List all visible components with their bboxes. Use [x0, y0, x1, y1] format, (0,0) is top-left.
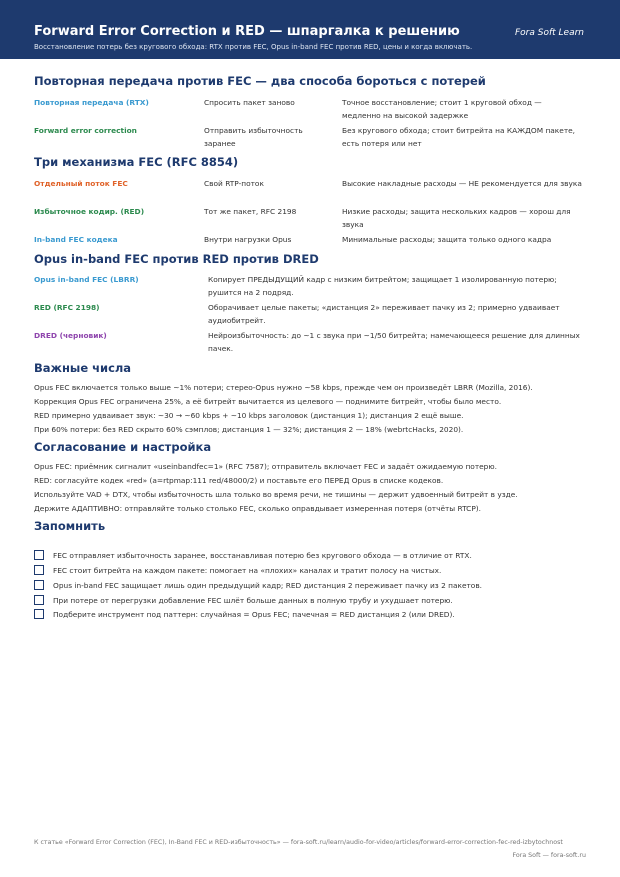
checkbox-icon[interactable]: [34, 580, 44, 590]
page-title: Forward Error Correction и RED — шпаргалка к решению: [34, 24, 460, 39]
row-how: Свой RTP-поток: [204, 179, 264, 188]
footer-brand: Fora Soft — fora-soft.ru: [512, 852, 586, 859]
row-note: Нейроизбыточность: до ~1 с звука при ~1/50 битрейта; намечающееся решение для длинных пачек.: [208, 331, 580, 353]
brand-label: Fora Soft Learn: [514, 28, 584, 38]
section-title-fec-mechanisms: Три механизма FEC (RFC 8854): [34, 155, 239, 169]
checklist-text: FEC отправляет избыточность заранее, восстанавливая потерю без кругового обхода — в отличие от RTX.: [53, 551, 472, 560]
key-number-line: RED примерно удваивает звук: ~30 → ~60 kbps + ~10 kbps заголовок (дистанция 1); дистанция 2 ещё выше.: [34, 411, 464, 420]
page-subtitle: Восстановление потерь без кругового обхода: RTX против FEC, Opus in-band FEC против RED, цены и когда включать.: [34, 43, 473, 51]
checkbox-icon[interactable]: [34, 550, 44, 560]
checklist-text: Opus in-band FEC защищает лишь один предыдущий кадр; RED дистанция 2 переживает пачку из 2 пакетов.: [53, 581, 483, 590]
checklist-text: При потере от перегрузки добавление FEC шлёт больше данных в полную трубу и ухудшает потерю.: [53, 596, 453, 605]
row-note: Минимальные расходы; защита только одного кадра: [342, 235, 552, 244]
row-note: Копирует ПРЕДЫДУЩИЙ кадр с низким битрейтом; защищает 1 изолированную потерю; рушится на 2 подряд.: [208, 275, 557, 297]
row-note: Высокие накладные расходы — НЕ рекомендуется для звука: [342, 179, 582, 188]
section-title-key-numbers: Важные числа: [34, 361, 132, 375]
row-name: Отдельный поток FEC: [34, 179, 128, 188]
row-name: In-band FEC кодека: [34, 235, 118, 244]
setup-line: Opus FEC: приёмник сигналит «useinbandfec=1» (RFC 7587); отправитель включает FEC и задаёт ожидаемую потерю.: [34, 462, 497, 471]
key-number-line: Коррекция Opus FEC ограничена 25%, а её битрейт вычитается из целевого — поднимите битрейт, чтобы было место.: [34, 397, 502, 406]
row-note: Точное восстановление; стоит 1 круговой обход — медленно на высокой задержке: [342, 98, 542, 120]
row-note: Низкие расходы; защита нескольких кадров — хорош для звука: [342, 207, 571, 229]
row-how: Спросить пакет заново: [204, 98, 295, 107]
key-number-line: При 60% потери: без RED скрыто 60% сэмплов; дистанция 1 — 32%; дистанция 2 — 18% (webrtcHacks, 2020).: [34, 425, 464, 434]
setup-line: Используйте VAD + DTX, чтобы избыточность шла только во время речи, не тишины — держит удвоенный битрейт в узде.: [34, 490, 518, 499]
row-how: Внутри нагрузки Opus: [204, 235, 292, 244]
row-name: Forward error correction: [34, 126, 137, 135]
row-name: RED (RFC 2198): [34, 303, 100, 312]
checklist-text: FEC стоит битрейта на каждом пакете: помогает на «плохих» каналах и тратит полосу на чистых.: [53, 566, 442, 575]
row-name: DRED (черновик): [34, 331, 107, 340]
row-name: Повторная передача (RTX): [34, 98, 149, 107]
row-name: Opus in-band FEC (LBRR): [34, 275, 139, 284]
section-title-negotiation: Согласование и настройка: [34, 440, 212, 454]
setup-line: Держите АДАПТИВНО: отправляйте только столько FEC, сколько оправдывает измеренная потеря (отчёты RTCP).: [34, 504, 482, 513]
section-title-remember: Запомнить: [34, 519, 106, 533]
row-name: Избыточное кодир. (RED): [34, 207, 145, 216]
checkbox-icon[interactable]: [34, 565, 44, 575]
page-header: [0, 0, 620, 59]
section-title-opus-red-dred: Opus in-band FEC против RED против DRED: [34, 252, 319, 266]
row-how: Тот же пакет, RFC 2198: [204, 207, 297, 216]
footer-source-link[interactable]: К статье «Forward Error Correction (FEC), In-Band FEC и RED-избыточность» — fora-soft.ru/learn/audio-for-video/articles/forward-error-correction-fec-red-izbytochnost: [34, 839, 563, 846]
row-how: Отправить избыточность заранее: [204, 126, 303, 148]
section-title-rtx-vs-fec: Повторная передача против FEC — два способа бороться с потерей: [34, 74, 486, 88]
checkbox-icon[interactable]: [34, 595, 44, 605]
row-note: Без кругового обхода; стоит битрейта на КАЖДОМ пакете, есть потеря или нет: [342, 126, 576, 148]
setup-line: RED: согласуйте кодек «red» (a=rtpmap:111 red/48000/2) и поставьте его ПЕРЕД Opus в списке кодеков.: [34, 476, 444, 485]
checklist-text: Подберите инструмент под паттерн: случайная = Opus FEC; пачечная = RED дистанция 2 (или DRED).: [53, 610, 455, 619]
row-note: Оборачивает целые пакеты; «дистанция 2» переживает пачку из 2; примерно удваивает аудиобитрейт.: [208, 303, 560, 325]
key-number-line: Opus FEC включается только выше ~1% потери; стерео-Opus нужно ~58 kbps, прежде чем он произведёт LBRR (Mozilla, 2016).: [34, 383, 533, 392]
checkbox-icon[interactable]: [34, 609, 44, 619]
